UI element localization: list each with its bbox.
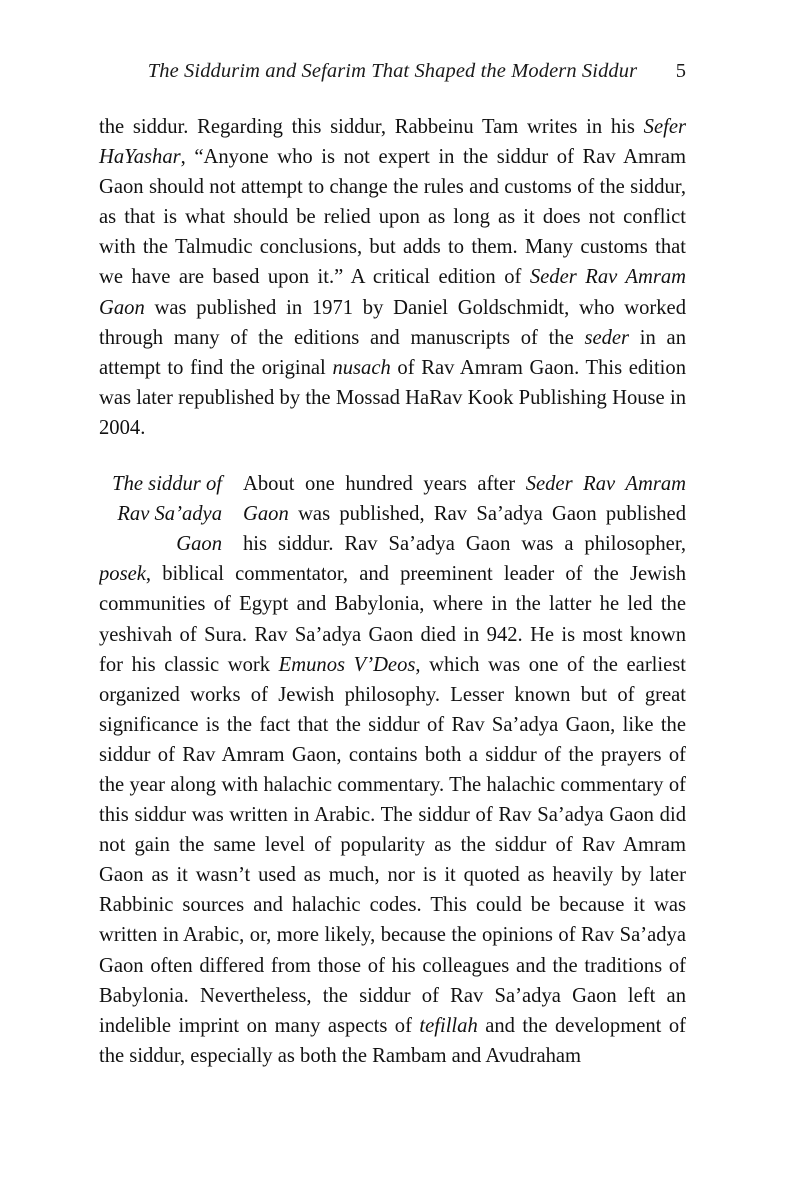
italic-term: seder bbox=[584, 326, 630, 349]
italic-term: tefillah bbox=[419, 1014, 478, 1037]
italic-term: Seder Rav Amram Gaon bbox=[99, 266, 687, 319]
text-run: of Rav Amram Gaon. This edition was later republished by the Mossad HaRav Kook Publishing House in 2004. bbox=[99, 356, 686, 439]
running-head-title: The Siddurim and Sefarim That Shaped the Modern Siddur bbox=[147, 60, 638, 82]
text-run: and the development of the siddur, especially as both the Rambam and Avudraham bbox=[99, 1014, 686, 1067]
text-run: , which was one of the earliest organized works of Jewish philosophy. Lesser known but of great significance is the fact that the siddur of Rav Sa’adya Gaon, like the siddur of Rav Amram Gaon, contains both a siddur of the prayers of the year along with halachic commentary. The halachic commentary of this siddur was written in Arabic. The siddur of Rav Sa’adya Gaon did not gain the same level of popularity as the siddur of Rav Amram Gaon as it wasn’t used as much, nor is it quoted as heavily by later Rabbinic sources and halachic codes. This could be because it was written in Arabic, or, more likely, because the opinions of Rav Sa’adya Gaon often differed from those of his colleagues and the traditions of Babylonia. Nevertheless, the siddur of Rav Sa’adya Gaon left an indelible imprint on many aspects of bbox=[99, 653, 686, 1037]
text-run: About one hundred years after bbox=[243, 473, 526, 496]
body-paragraph bbox=[99, 469, 686, 1071]
text-block bbox=[99, 112, 686, 1071]
text-run: the siddur. Regarding this siddur, Rabbeinu Tam writes in his bbox=[99, 116, 644, 138]
marginal-heading-line: The siddur of bbox=[112, 473, 222, 496]
marginal-heading-line: Rav Sa’adya bbox=[117, 503, 222, 526]
page-number: 5 bbox=[675, 60, 686, 82]
paragraph-body bbox=[99, 473, 686, 1067]
italic-term: posek bbox=[99, 563, 146, 586]
text-run: was published, Rav Sa’adya Gaon published his siddur. Rav Sa’adya Gaon was a philosopher, bbox=[243, 503, 686, 556]
marginal-heading bbox=[99, 469, 222, 559]
italic-term: nusach bbox=[332, 356, 391, 379]
italic-term: Seder Rav Amram Gaon bbox=[243, 473, 686, 526]
italic-term: Sefer HaYashar bbox=[99, 116, 686, 169]
text-run: , biblical commentator, and preeminent leader of the Jewish communities of Egypt and Babylonia, where in the latter he led the yeshivah of Sura. Rav Sa’adya Gaon died in 942. He is most known for his classic work bbox=[99, 563, 686, 676]
body-paragraph bbox=[99, 112, 686, 443]
text-run: in an attempt to find the original bbox=[99, 326, 686, 379]
italic-term: Emunos V’Deos bbox=[278, 653, 416, 676]
marginal-heading-line: Gaon bbox=[176, 533, 222, 556]
running-head bbox=[99, 60, 686, 83]
text-run: , “Anyone who is not expert in the siddur of Rav Amram Gaon should not attempt to change the rules and customs of the siddur, as that is what should be relied upon as long as it does not conflict with the Talmudic conclusions, but adds to them. Many customs that we have are based upon it.” A critical edition of bbox=[99, 146, 686, 289]
text-run: was published in 1971 by Daniel Goldschmidt, who worked through many of the editions and manuscripts of the bbox=[99, 296, 686, 349]
